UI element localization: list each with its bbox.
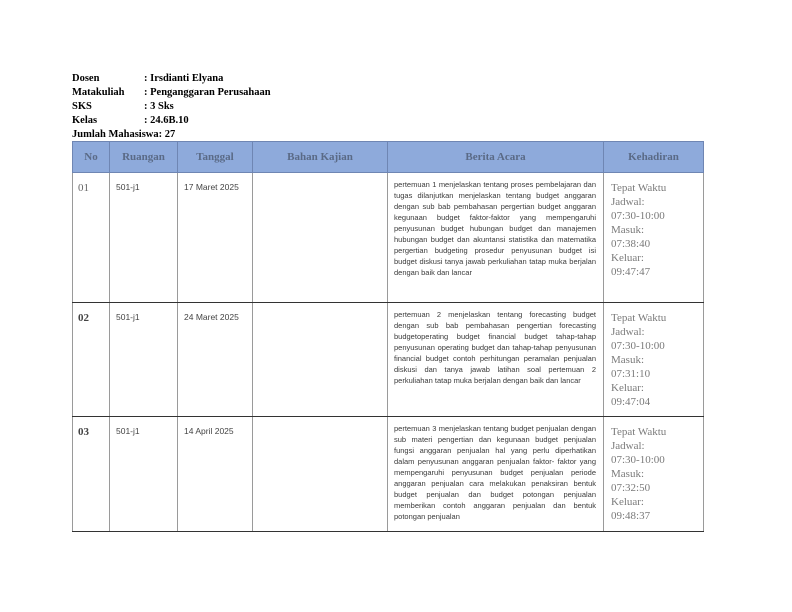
cell-ruangan <box>110 417 178 532</box>
info-row-jumlah-mahasiswa <box>72 128 271 142</box>
cell-tanggal <box>178 417 253 532</box>
attendance-info <box>604 303 703 409</box>
check-in-label: Masuk: <box>611 468 644 480</box>
check-in-value: 07:32:50 <box>611 482 651 494</box>
header-bahan-kajian: Bahan Kajian <box>253 142 388 173</box>
minutes-text: pertemuan 1 menjelaskan tentang proses pembelajaran dan tugas dilanjutkan menjelaskan tentang budget anggaran dengan sub bab pembahasan pergertian budget anggaran kegunaan budget faktor-faktor yang mempengaruhi penyusunan budget hubungan budget dan manajemen hubungan budget dan akuntansi statistika dan matematika pergertian budgeting prosedur penyusunan budget isi budget diskusi tanya jawab perkuliahan tatap muka berjalan dengan baik dan lancar <box>394 180 596 277</box>
info-value: : Irsdianti Elyana <box>144 73 224 84</box>
table-header-row <box>73 142 704 173</box>
info-row-dosen <box>72 72 271 86</box>
cell-tanggal <box>178 303 253 417</box>
check-out-label: Keluar: <box>611 252 644 264</box>
attendance-info <box>604 417 703 523</box>
cell-kehadiran <box>604 303 704 417</box>
check-in-label: Masuk: <box>611 224 644 236</box>
info-row-kelas <box>72 114 271 128</box>
attendance-status: Tepat Waktu <box>611 426 667 438</box>
check-out-value: 09:47:47 <box>611 266 651 278</box>
attendance-status: Tepat Waktu <box>611 182 667 194</box>
attendance-status: Tepat Waktu <box>611 312 667 324</box>
cell-kehadiran <box>604 173 704 303</box>
header-berita-acara: Berita Acara <box>388 142 604 173</box>
row-number: 03 <box>78 426 89 438</box>
cell-tanggal <box>178 173 253 303</box>
info-row-sks <box>72 100 271 114</box>
date: 17 Maret 2025 <box>184 182 239 192</box>
cell-berita-acara <box>388 303 604 417</box>
attendance-info <box>604 173 703 279</box>
table-row <box>73 173 704 303</box>
study-material <box>253 173 387 182</box>
course-info <box>72 72 271 142</box>
cell-ruangan <box>110 173 178 303</box>
minutes-text: pertemuan 3 menjelaskan tentang budget penjualan dengan sub materi pengertian dan kegunaan budget penjualan fungsi anggaran penjualan hal yang perlu diperhatikan dalam penyusunan anggaran penjualan faktor- faktor yang mempengaruhi penyusunan budget penjualan periode anggaran penjualan cara melakukan penaksiran bentuk budget penjualan dan budget potongan penjualan memberikan contoh anggaran penjualan dan bentuk potongan penjualan <box>394 424 596 521</box>
date: 14 April 2025 <box>184 426 234 436</box>
schedule-value: 07:30-10:00 <box>611 454 665 466</box>
study-material <box>253 303 387 312</box>
cell-bahan-kajian <box>253 417 388 532</box>
check-out-value: 09:47:04 <box>611 396 651 408</box>
cell-no <box>73 173 110 303</box>
info-value: : Penganggaran Perusahaan <box>144 87 271 98</box>
cell-ruangan <box>110 303 178 417</box>
schedule-label: Jadwal: <box>611 326 645 338</box>
info-label: Dosen <box>72 73 100 84</box>
info-value: : 3 Sks <box>144 101 174 112</box>
room: 501-j1 <box>116 182 140 192</box>
row-number: 01 <box>78 182 89 194</box>
cell-bahan-kajian <box>253 303 388 417</box>
header-kehadiran: Kehadiran <box>604 142 704 173</box>
info-value: : 24.6B.10 <box>144 115 189 126</box>
schedule-value: 07:30-10:00 <box>611 210 665 222</box>
info-label: Matakuliah <box>72 87 125 98</box>
schedule-label: Jadwal: <box>611 440 645 452</box>
info-label: Kelas <box>72 115 98 126</box>
room: 501-j1 <box>116 426 140 436</box>
table-row <box>73 303 704 417</box>
check-in-value: 07:31:10 <box>611 368 651 380</box>
check-out-label: Keluar: <box>611 382 644 394</box>
cell-berita-acara <box>388 417 604 532</box>
minutes-text: pertemuan 2 menjelaskan tentang forecasting budget dengan sub bab pembahasan pengertian forecasting budgetoperating budget financial budget tahap-tahap penyusunan operating budget dan tahap-tahap penyusunan financial budget contoh perhitungan peramalan penjualan diskusi dan tanya jawab latihan soal pertemuan 2 perkuliahan tatap muka berjalan dengan baik dan lancar <box>394 310 596 385</box>
schedule-label: Jadwal: <box>611 196 645 208</box>
check-out-label: Keluar: <box>611 496 644 508</box>
info-label: Jumlah Mahasiswa <box>72 129 159 140</box>
room: 501-j1 <box>116 312 140 322</box>
check-out-value: 09:48:37 <box>611 510 651 522</box>
header-ruangan: Ruangan <box>110 142 178 173</box>
schedule-value: 07:30-10:00 <box>611 340 665 352</box>
check-in-label: Masuk: <box>611 354 644 366</box>
cell-bahan-kajian <box>253 173 388 303</box>
cell-no <box>73 417 110 532</box>
info-row-matakuliah <box>72 86 271 100</box>
cell-kehadiran <box>604 417 704 532</box>
date: 24 Maret 2025 <box>184 312 239 322</box>
header-tanggal: Tanggal <box>178 142 253 173</box>
info-label: SKS <box>72 101 92 112</box>
cell-no <box>73 303 110 417</box>
row-number: 02 <box>78 312 89 324</box>
attendance-table <box>72 141 704 532</box>
info-value: : 27 <box>158 129 176 140</box>
study-material <box>253 417 387 426</box>
table-row <box>73 417 704 532</box>
header-no: No <box>73 142 110 173</box>
cell-berita-acara <box>388 173 604 303</box>
check-in-value: 07:38:40 <box>611 238 651 250</box>
